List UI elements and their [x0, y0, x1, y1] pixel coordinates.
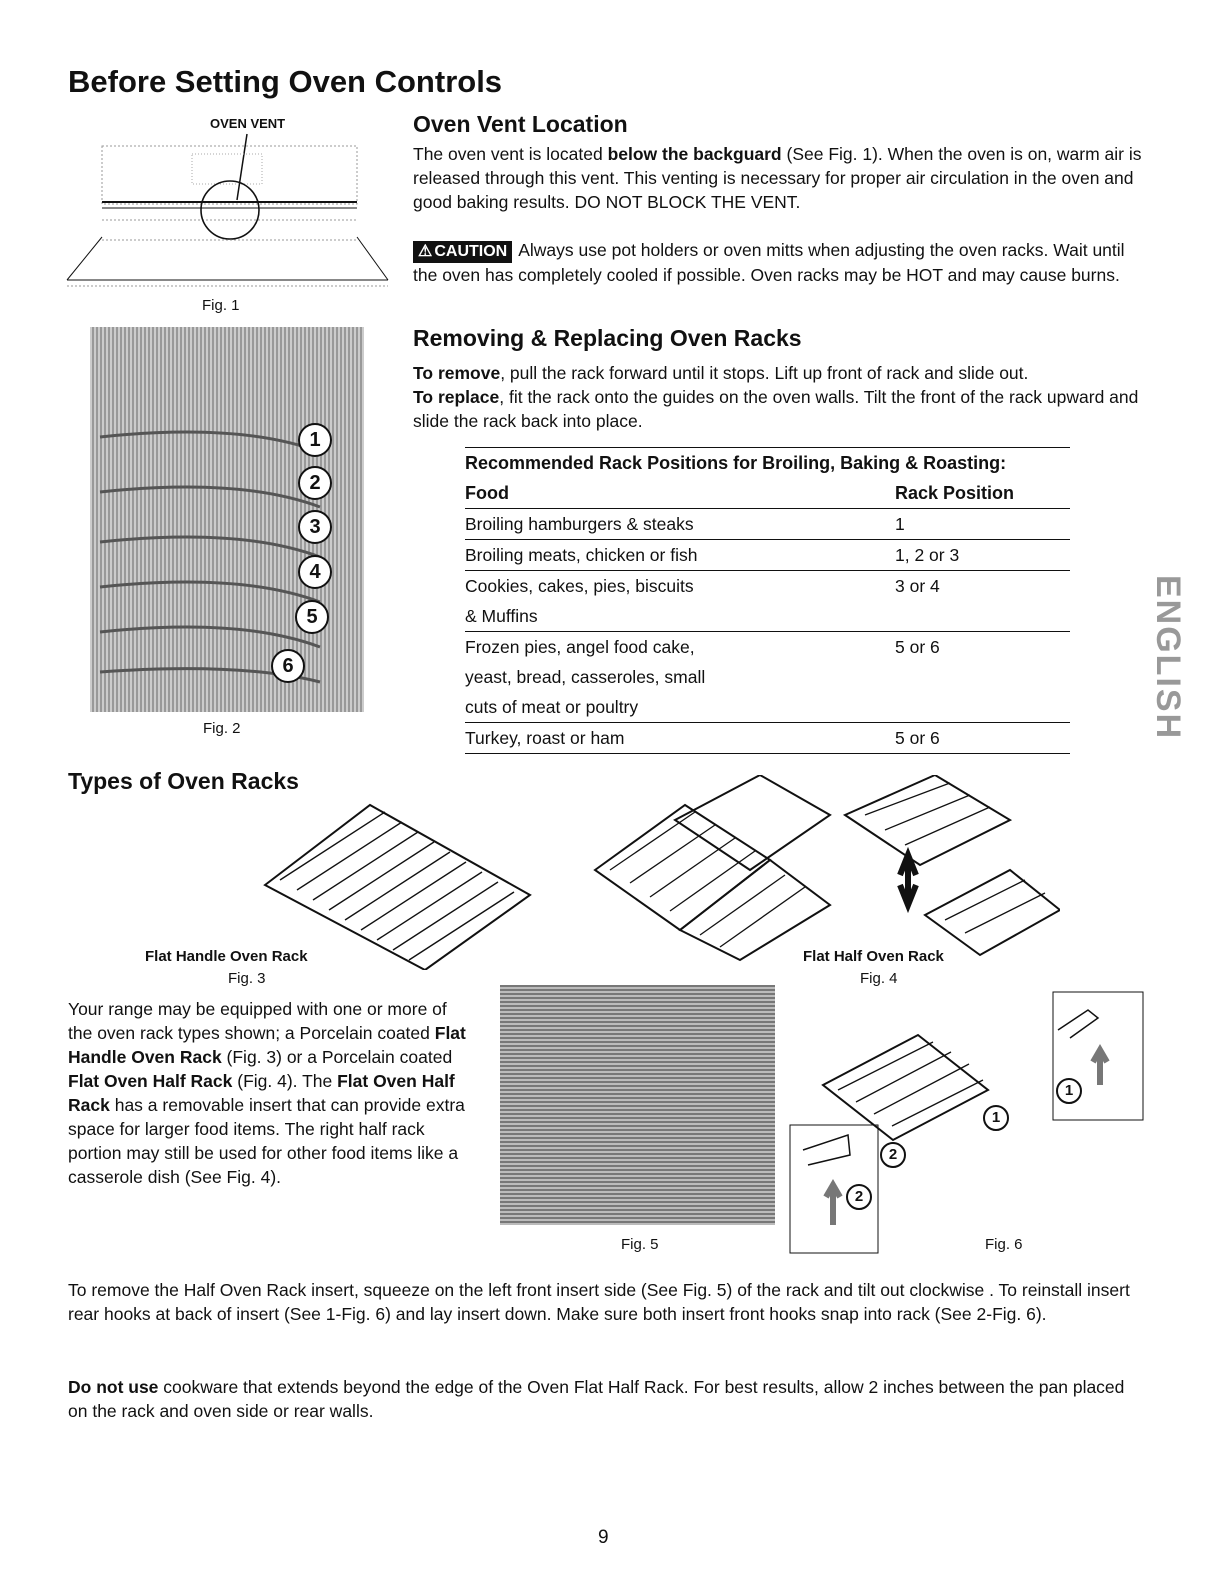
step-2-badge: 2: [846, 1184, 872, 1210]
oven-vent-label: OVEN VENT: [210, 116, 286, 131]
col-position-header: Rack Position: [895, 483, 1015, 503]
replace-label: To replace: [413, 387, 500, 407]
food-cell: Broiling meats, chicken or fish: [465, 545, 698, 565]
types-text-4: has a removable insert that can provide extra space for larger food items. The right half rack portion may still be used for other food items like a casserole dish (See Fig. 4).: [68, 1095, 465, 1187]
position-cell: 5 or 6: [895, 723, 1070, 754]
food-cell-line3: cuts of meat or poultry: [465, 697, 639, 717]
vent-text-a: The oven vent is located: [413, 144, 608, 164]
table-row: [465, 632, 1070, 723]
page-title: Before Setting Oven Controls: [68, 64, 503, 99]
side-language-label: ENGLISH: [1149, 575, 1187, 741]
col-food-header: Food: [465, 483, 509, 503]
replace-text: , fit the rack onto the guides on the oven walls. Tilt the front of the rack upward and slide the rack back into place.: [413, 387, 1139, 431]
caution-label: CAUTION: [434, 243, 508, 260]
types-bold-3: Flat Oven Half Rack: [68, 1071, 455, 1115]
step-1-badge: 1: [1056, 1078, 1082, 1104]
reinstall-drawing: [788, 990, 1148, 1255]
fig5-caption: Fig. 5: [621, 1236, 659, 1253]
page-number: 9: [598, 1527, 609, 1548]
table-row: [465, 571, 1070, 632]
vent-paragraph: [413, 142, 1148, 214]
cookware-warning-bold: Do not use: [68, 1377, 159, 1397]
vent-heading: Oven Vent Location: [413, 111, 628, 137]
types-bold-2: Flat Oven Half Rack: [68, 1071, 233, 1091]
fig3-label: Flat Handle Oven Rack: [145, 948, 308, 965]
vent-text-c: (See Fig. 1). When the oven is on, warm air is released through this vent. This venting is necessary for proper air circulation in the oven and good baking results. DO NOT BLOCK THE VENT.: [413, 144, 1142, 212]
position-cell: 1, 2 or 3: [895, 540, 1070, 571]
types-paragraph: [68, 997, 473, 1189]
step-1-badge-main: 1: [983, 1105, 1009, 1131]
oven-vent-illustration: [62, 112, 392, 312]
types-heading: Types of Oven Racks: [68, 768, 299, 794]
remove-label: To remove: [413, 363, 501, 383]
food-cell-line2: & Muffins: [465, 606, 538, 626]
rack-position-6-badge: 6: [271, 649, 305, 683]
rack-position-1-badge: 1: [298, 423, 332, 457]
fig2-caption: Fig. 2: [203, 720, 241, 737]
position-cell: 3 or 4: [895, 571, 1070, 632]
fig4-label: Flat Half Oven Rack: [803, 948, 944, 965]
rack-position-4-badge: 4: [298, 555, 332, 589]
insert-removal-paragraph: To remove the Half Oven Rack insert, squeeze on the left front insert side (See Fig. 5) of the rack and tilt out clockwise . To reinstall insert rear hooks at back of insert (See 1-Fig. 6) and lay insert down. Make sure both insert front hooks snap into rack (See 2-Fig. 6).: [68, 1280, 1130, 1324]
table-row: [465, 723, 1070, 754]
cookware-warning-text: cookware that extends beyond the edge of the Oven Flat Half Rack. For best results, allow 2 inches between the pan placed on the rack and oven side or rear walls.: [68, 1377, 1125, 1421]
food-cell: Turkey, roast or ham: [465, 728, 625, 748]
table-row: [465, 509, 1070, 540]
fig3-caption: Fig. 3: [228, 970, 266, 987]
fig1-caption: Fig. 1: [202, 297, 240, 314]
position-cell: 5 or 6: [895, 632, 1070, 723]
food-cell: Cookies, cakes, pies, biscuits: [465, 576, 694, 596]
rack-position-table: [465, 447, 1070, 754]
caution-paragraph: [413, 238, 1148, 287]
fig6-reinstall-illustration: [788, 990, 1148, 1255]
warning-icon: ⚠: [418, 243, 433, 260]
flat-half-rack-illustration: [590, 775, 1060, 965]
rack-position-2-badge: 2: [298, 466, 332, 500]
replace-paragraph: [413, 385, 1148, 433]
remove-paragraph: [413, 361, 1148, 385]
flat-handle-rack-illustration: [255, 800, 535, 970]
cookware-warning-paragraph: [68, 1375, 1148, 1423]
rack-position-3-badge: 3: [298, 510, 332, 544]
table-title: Recommended Rack Positions for Broiling, Baking & Roasting:: [465, 448, 1070, 479]
types-text-3: (Fig. 4). The: [232, 1071, 338, 1091]
food-cell-line2: yeast, bread, casseroles, small: [465, 667, 706, 687]
remove-text: , pull the rack forward until it stops. Lift up front of rack and slide out.: [500, 363, 1029, 383]
food-cell: Frozen pies, angel food cake,: [465, 637, 695, 657]
fig6-caption: Fig. 6: [985, 1236, 1023, 1253]
fig5-removing-insert-photo: [500, 985, 775, 1225]
step-2-badge-main: 2: [880, 1142, 906, 1168]
food-cell: Broiling hamburgers & steaks: [465, 514, 694, 534]
types-bold-1: Flat Handle Oven Rack: [68, 1023, 466, 1067]
caution-text: Always use pot holders or oven mitts when adjusting the oven racks. Wait until the oven has completely cooled if possible. Oven racks may be HOT and may cause burns.: [413, 240, 1125, 285]
types-text-2: (Fig. 3) or a Porcelain coated: [221, 1047, 453, 1067]
racks-heading: Removing & Replacing Oven Racks: [413, 325, 802, 351]
table-row: [465, 540, 1070, 571]
rack-position-5-badge: 5: [295, 600, 329, 634]
fig4-caption: Fig. 4: [860, 970, 898, 987]
position-cell: 1: [895, 509, 1070, 540]
vent-text-bold: below the backguard: [607, 144, 782, 164]
fig1-oven-vent-drawing: [62, 112, 392, 312]
fig2-oven-interior-photo: [90, 327, 364, 712]
caution-badge: [413, 241, 512, 263]
types-text-1: Your range may be equipped with one or more of the oven rack types shown; a Porcelain coated: [68, 999, 447, 1043]
